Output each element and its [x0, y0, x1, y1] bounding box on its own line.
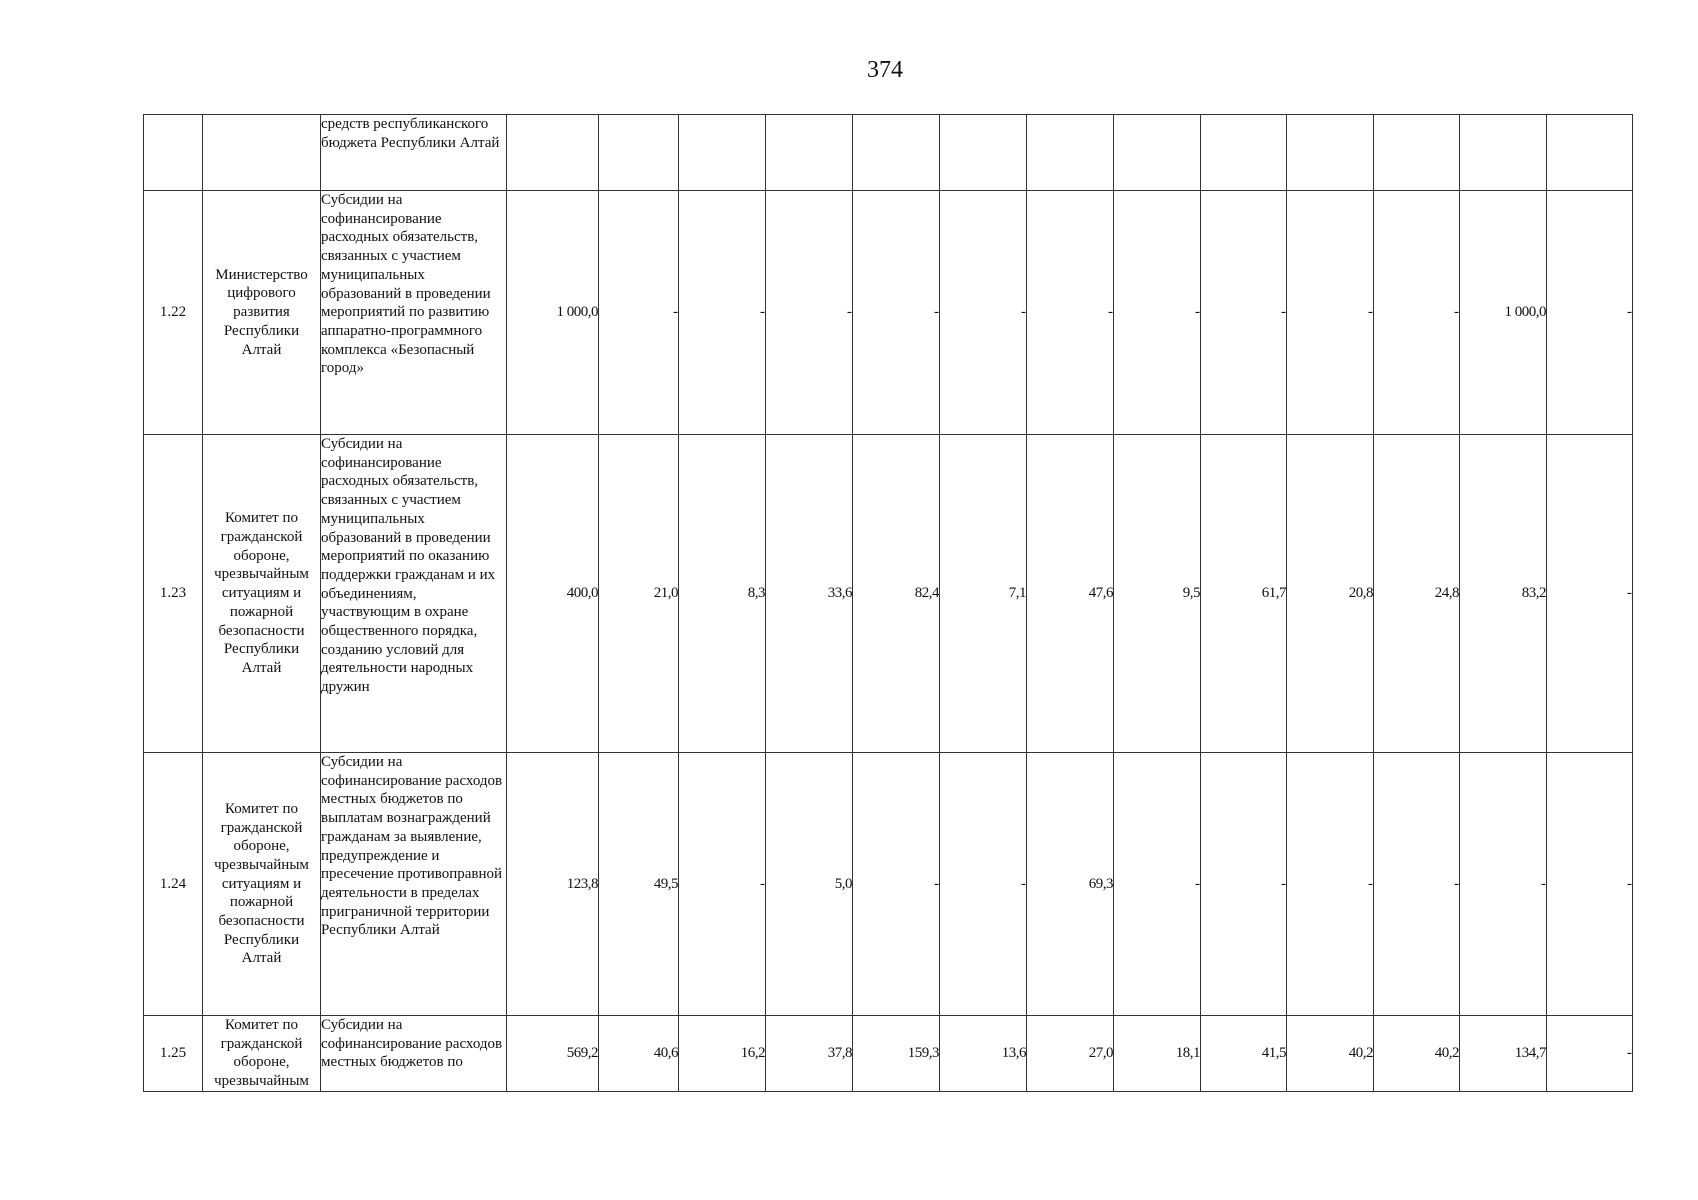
value-cell: 41,5: [1201, 1016, 1287, 1092]
value-cell: 27,0: [1027, 1016, 1114, 1092]
value-cell: 24,8: [1374, 435, 1460, 753]
value-cell: -: [1374, 753, 1460, 1016]
value-cell: [766, 115, 853, 191]
value-cell: -: [1114, 753, 1201, 1016]
value-cell: 1 000,0: [1460, 191, 1547, 435]
value-cell: 134,7: [1460, 1016, 1547, 1092]
row-number: 1.24: [144, 753, 203, 1016]
value-cell: -: [1287, 191, 1374, 435]
value-cell: 16,2: [679, 1016, 766, 1092]
value-cell: -: [1547, 753, 1633, 1016]
row-number: [144, 115, 203, 191]
value-cell: [1460, 115, 1547, 191]
value-cell: 569,2: [507, 1016, 599, 1092]
value-cell: 61,7: [1201, 435, 1287, 753]
value-cell: [1201, 115, 1287, 191]
value-cell: -: [1547, 435, 1633, 753]
value-cell: 8,3: [679, 435, 766, 753]
description-cell: средств республиканского бюджета Республики Алтай: [321, 115, 507, 191]
value-cell: 13,6: [940, 1016, 1027, 1092]
value-cell: 69,3: [1027, 753, 1114, 1016]
value-cell: 40,6: [599, 1016, 679, 1092]
budget-table: [143, 114, 1633, 1092]
executor-cell: Министерство цифрового развития Республики Алтай: [203, 191, 321, 435]
value-cell: -: [679, 191, 766, 435]
value-cell: [1374, 115, 1460, 191]
table-row: [144, 115, 1633, 191]
row-number: 1.23: [144, 435, 203, 753]
executor-cell: Комитет по гражданской обороне, чрезвычайным ситуациям и пожарной безопасности Республики Алтай: [203, 753, 321, 1016]
description-cell: Субсидии на софинансирование расходных обязательств, связанных с участием муниципальных образований в проведении мероприятий по оказанию поддержки гражданам и их объединениям, участвующим в охране общественного порядка, созданию условий для деятельности народных дружин: [321, 435, 507, 753]
value-cell: [599, 115, 679, 191]
table-row: [144, 1016, 1633, 1092]
row-number: 1.25: [144, 1016, 203, 1092]
value-cell: 21,0: [599, 435, 679, 753]
value-cell: -: [1201, 191, 1287, 435]
executor-cell: Комитет по гражданской обороне, чрезвычайным: [203, 1016, 321, 1092]
description-cell: Субсидии на софинансирование расходных обязательств, связанных с участием муниципальных образований в проведении мероприятий по развитию аппаратно-программного комплекса «Безопасный город»: [321, 191, 507, 435]
value-cell: 82,4: [853, 435, 940, 753]
value-cell: [940, 115, 1027, 191]
value-cell: -: [940, 753, 1027, 1016]
value-cell: [1547, 115, 1633, 191]
value-cell: [853, 115, 940, 191]
value-cell: 20,8: [1287, 435, 1374, 753]
value-cell: 40,2: [1374, 1016, 1460, 1092]
value-cell: 9,5: [1114, 435, 1201, 753]
value-cell: 159,3: [853, 1016, 940, 1092]
value-cell: 18,1: [1114, 1016, 1201, 1092]
executor-cell: [203, 115, 321, 191]
value-cell: 49,5: [599, 753, 679, 1016]
value-cell: 37,8: [766, 1016, 853, 1092]
description-cell: Субсидии на софинансирование расходов местных бюджетов по выплатам вознаграждений гражданам за выявление, предупреждение и пресечение противоправной деятельности в пределах приграничной территории Республики Алтай: [321, 753, 507, 1016]
value-cell: 5,0: [766, 753, 853, 1016]
value-cell: 400,0: [507, 435, 599, 753]
value-cell: [1027, 115, 1114, 191]
table-row: [144, 191, 1633, 435]
value-cell: [1287, 115, 1374, 191]
table-row: [144, 435, 1633, 753]
value-cell: -: [1374, 191, 1460, 435]
value-cell: -: [599, 191, 679, 435]
value-cell: [1114, 115, 1201, 191]
executor-cell: Комитет по гражданской обороне, чрезвычайным ситуациям и пожарной безопасности Республики Алтай: [203, 435, 321, 753]
value-cell: -: [1547, 1016, 1633, 1092]
value-cell: -: [766, 191, 853, 435]
value-cell: 7,1: [940, 435, 1027, 753]
value-cell: -: [1287, 753, 1374, 1016]
value-cell: [679, 115, 766, 191]
value-cell: 40,2: [1287, 1016, 1374, 1092]
value-cell: -: [940, 191, 1027, 435]
value-cell: 47,6: [1027, 435, 1114, 753]
value-cell: -: [679, 753, 766, 1016]
value-cell: -: [1027, 191, 1114, 435]
value-cell: 123,8: [507, 753, 599, 1016]
description-cell: Субсидии на софинансирование расходов местных бюджетов по: [321, 1016, 507, 1092]
value-cell: -: [1114, 191, 1201, 435]
value-cell: [507, 115, 599, 191]
table-row: [144, 753, 1633, 1016]
row-number: 1.22: [144, 191, 203, 435]
value-cell: 83,2: [1460, 435, 1547, 753]
value-cell: 33,6: [766, 435, 853, 753]
value-cell: -: [853, 753, 940, 1016]
value-cell: -: [1547, 191, 1633, 435]
page-number: 374: [867, 57, 903, 83]
value-cell: -: [1201, 753, 1287, 1016]
value-cell: -: [1460, 753, 1547, 1016]
value-cell: -: [853, 191, 940, 435]
value-cell: 1 000,0: [507, 191, 599, 435]
